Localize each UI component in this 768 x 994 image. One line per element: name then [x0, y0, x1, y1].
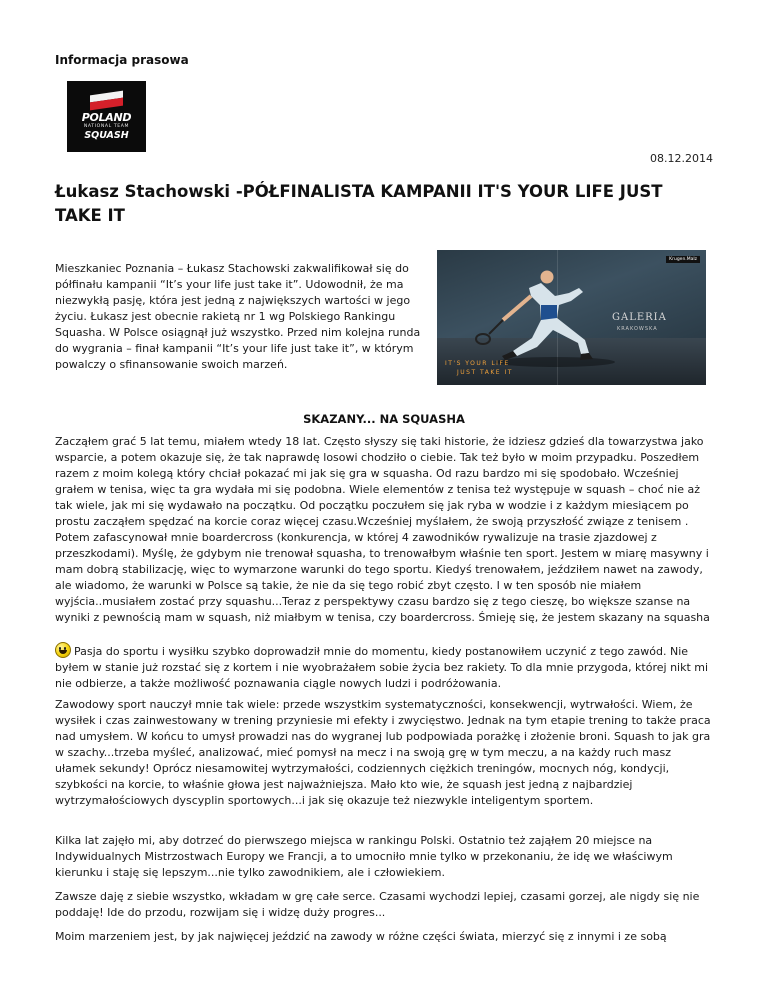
intro-paragraph: Mieszkaniec Poznania – Łukasz Stachowski zakwalifikował się do półfinału kampanii “It’s your life just take it”. Udowodnił, że ma niezwykłą pasję, która jest jedną z największych wartości w jego życiu. Łukasz jest obecnie rakietą nr 1 wg Polskiego Rankingu Squasha. W Polsce osiągnął już wszystko. Przed nim kolejna runda do wygrania – finał kampanii “It’s your life just take it”, w którym powalczy o sfinansowanie swoich marzeń. — [55, 262, 421, 371]
body-paragraph-1-continued-text: Pasja do sportu i wysiłku szybko doprowadził mnie do momentu, kiedy postanowiłem uczynić z tego zawód. Nie byłem w stanie już rozstać się z kortem i nie wyobrażałem sobie życia bez rakiety. To dla mnie przygoda, której nikt mi nie odbierze, a także możliwość poznawania ciągle nowych ludzi i podróżowania. — [55, 645, 709, 690]
logo-line-squash: SQUASH — [84, 130, 129, 141]
poland-squash-logo — [67, 81, 146, 152]
logo-line-poland: POLAND — [81, 111, 132, 124]
body-paragraph-1-continued — [55, 642, 715, 692]
body-paragraph-1: Zacząłem grać 5 lat temu, miałem wtedy 18 lat. Często słyszy się taki historie, że idziesz gdzieś dla towarzystwa jako wsparcie, a potem okazuje się, że tak naprawdę losowi chodziło o ciebie. Tak też było w moim przypadku. Poszedłem razem z moim kolegą który chciał pokazać mi jak się gra w squasha. Od razu bardzo mi się spodobało. Wcześniej grałem w tenisa, więc ta gra wydała mi się podobna. Wiele elementów z tenisa też występuje w squash – choć nie aż tak wiele, jak mi się wydawało na początku. Od początku poczułem się jak ryba w wodzie i z każdym miesiącem po prostu zacząłem spędzać na korcie coraz więcej czasu.Wcześniej myślałem, że swoją przyszłość związe z tenisem . Potem zafascynował mnie boardercross (konkurencja, w której 4 zawodników rywalizuje na trasie zjazdowej z przeszkodami). Myślę, że gdybym nie trenował squasha, to trenowałbym właśnie ten sport. Jestem w miarę masywny i mam dobrą stabilizację, więc to wymarzone warunki do tego sportu. Kiedyś trenowałem, jeździłem nawet na zawody, ale wiadomo, że warunki w Polsce są takie, że nie da się tego robić zbyt często. I w ten sposób nie miałem wyjścia..musiałem zostać przy squashu...Teraz z perspektywy czasu bardzo się z tego cieszę, bo większe szanse na wyniki z pewnością mam w squash, niż miałbym w tenisa, czy boardercross. Śmieję się, że jestem skazany na squasha — [55, 435, 710, 624]
body-paragraph-4: Zawsze daję z siebie wszystko, wkładam w grę całe serce. Czasami wychodzi lepiej, czasami gorzej, ale nigdy się nie poddaję! Ide do przodu, rozwijam się i widzę duży progres... — [55, 890, 700, 919]
photo-badge: Krugen.Malz — [666, 256, 700, 263]
body-paragraph-2: Zawodowy sport nauczył mnie tak wiele: przede wszystkim systematyczności, konsekwencji, wytrwałości. Wiem, że wysiłek i czas zainwestowany w trening przyniesie mi efekty i zwycięstwo. Jednak na tym etapie trening to także praca nad umysłem. W końcu to umysł prowadzi nas do wygranej lub podpowiada porażkę i złożenie broni. Squash to jak gra w szachy...trzeba myśleć, analizować, mieć pomysł na mecz i na swoją grę w tym meczu, a na każdy ruch masz ułamek sekundy! Oprócz niesamowitej wytrzymałości, codziennych ciężkich treningów, mocnych nóg, kondycji, szybkości na korcie, to właśnie głowa jest najważniejsza. Mało kto wie, że squash jest jedną z najbardziej wytrzymałościowych dyscyplin sportowych...i jak się okazuje też niezwykle inteligentym sportem. — [55, 698, 711, 807]
release-date: 08.12.2014 — [650, 152, 713, 165]
squash-player-photo — [437, 250, 706, 385]
smiley-icon — [55, 642, 71, 658]
section-heading: SKAZANY... NA SQUASHA — [303, 412, 465, 426]
article-title: Łukasz Stachowski -PÓŁFINALISTA KAMPANII IT'S YOUR LIFE JUST TAKE IT — [55, 182, 663, 225]
press-release-label: Informacja prasowa — [55, 53, 189, 67]
body-paragraph-3: Kilka lat zajęło mi, aby dotrzeć do pierwszego miejsca w rankingu Polski. Ostatnio też zająłem 20 miejsce na Indywidualnych Mistrzostwach Europy we Francji, a to umocniło mnie tylko w przekonaniu, że idę we właściwym kierunku i staję się lepszym...nie tylko zawodnikiem, ale i człowiekiem. — [55, 834, 673, 879]
campaign-tagline-2: JUST TAKE IT — [457, 369, 513, 376]
campaign-tagline-1: IT'S YOUR LIFE — [445, 360, 510, 367]
galeria-sign-sub: KRAKOWSKA — [617, 326, 658, 332]
galeria-sign: GALERIA — [612, 312, 667, 323]
logo-line-national-team: NATIONAL TEAM — [83, 124, 130, 129]
body-paragraph-5: Moim marzeniem jest, by jak najwięcej jeździć na zawody w różne części świata, mierzyć się z innymi i ze sobą — [55, 930, 667, 943]
